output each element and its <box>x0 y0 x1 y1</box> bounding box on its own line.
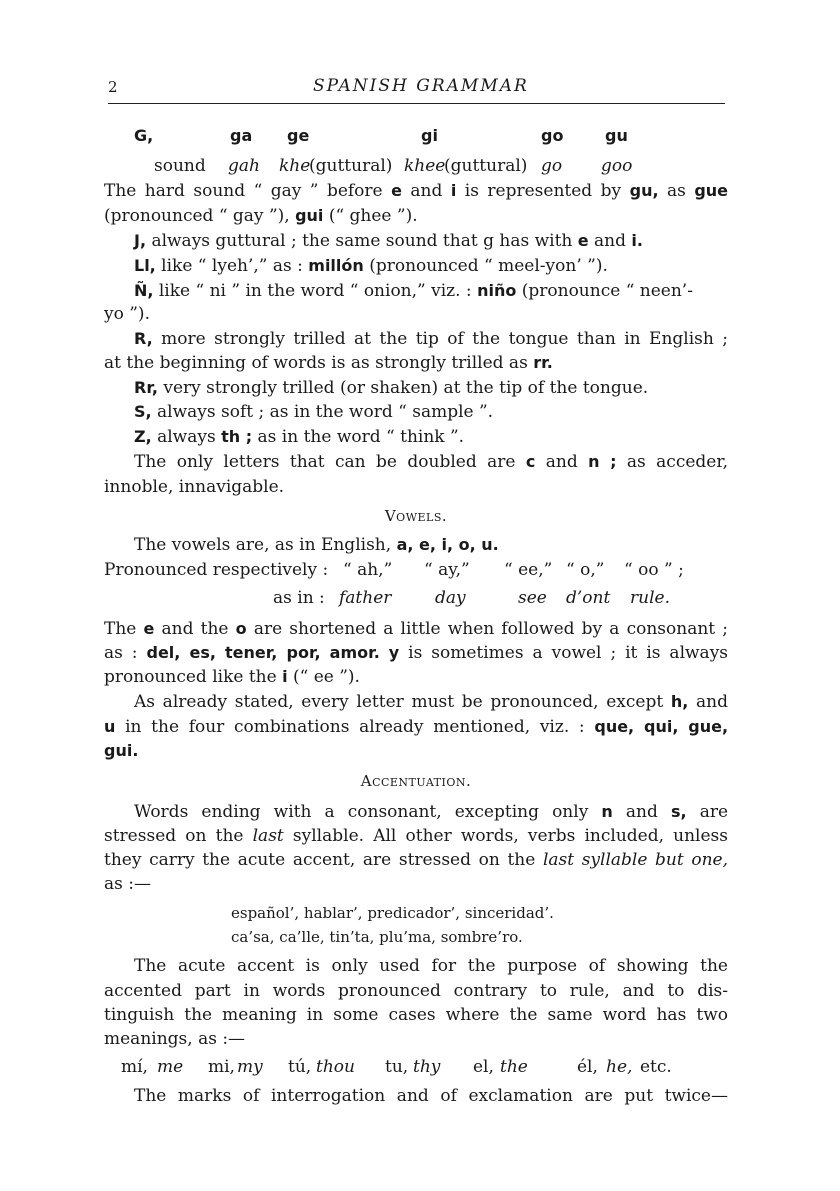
acute-line-1: The acute accent is only used for the purpose of showing the <box>134 956 728 976</box>
shortened-line-3: pronounced like the i (“ ee ”). <box>104 667 360 687</box>
shortened-line-2: as : del, es, tener, por, amor. y is sometimes a vowel ; it is always <box>104 643 729 663</box>
g-ga: ga <box>230 126 253 145</box>
hard-sound-line-2: (pronounced “ gay ”), gui (“ ghee ”). <box>104 206 418 226</box>
doubled-line-2: innoble, innavigable. <box>104 477 285 497</box>
sound-label: sound <box>154 156 206 176</box>
accentuation-line-3: they carry the acute accent, are stressed on the last syllable but one, <box>104 850 729 870</box>
acute-line-2: accented part in words pronounced contrary to rule, and to dis- <box>104 981 728 1001</box>
rr-line: Rr, very strongly trilled (or shaken) at the tip of the tongue. <box>134 378 649 398</box>
sound-khee: khee <box>404 156 446 176</box>
already-line-1: As already stated, every letter must be pronounced, except h, and <box>134 692 729 712</box>
stress-examples-2: ca’sa, ca’lle, tin’ta, plu’ma, sombre’ro. <box>231 928 523 946</box>
s-line: S, always soft ; as in the word “ sample ”. <box>134 402 494 422</box>
vowels-line-1: The vowels are, as in English, a, e, i, o, u. <box>134 535 499 555</box>
acute-line-3: tinguish the meaning in some cases where the same word has two <box>104 1005 728 1025</box>
last-line: The marks of interrogation and of exclamation are put twice— <box>134 1086 728 1106</box>
ll-line: Ll, like “ lyeh’,” as : millón (pronounced “ meel-yon’ ”). <box>134 256 608 276</box>
g-gi: gi <box>421 126 438 145</box>
sound-goo: goo <box>601 156 633 176</box>
accentuation-heading: Accentuation. <box>360 772 472 790</box>
sound-khe-note: (guttural) <box>309 156 393 176</box>
running-title: SPANISH GRAMMAR <box>313 76 529 96</box>
g-letter: G, <box>134 126 154 145</box>
r-line-2: at the beginning of words is as strongly trilled as rr. <box>104 353 553 373</box>
sound-gah: gah <box>228 156 260 176</box>
j-line: J, always guttural ; the same sound that g has with e and i. <box>134 231 643 251</box>
book-page: 2 SPANISH GRAMMAR G, ga ge gi go gu sound gah khe (guttural) khee (guttural) go goo The hard sound “ gay ” before e and i is represented by gu, as gue (pronounced “ gay ”), gui (“ ghee ”). J, always guttural ; the same sound that g has with e and i. Ll, like “ lyeh’,” as : millón (pronounced “ meel-yon’ ”). Ñ, like “ ni ” in the word “ onion,” viz. : niño (pronounce “ neen’- yo ”). R, more strongly trilled at the tip of the tongue than in English ; at the beginning of words is as strongly trilled as rr. Rr, very strongly trilled (or shaken) at the tip of the tongue. S, always soft ; as in the word “ sample ”. Z, always th ; as in the word “ think ”. The only letters that can be doubled are c and n ; as acceder, innoble, innavigable. Vowels. The vowels are, as in English, a, e, i, o, u. Pronounced respectively : “ ah,” “ ay,” “ ee,” “ o,” “ oo ” ; as in : father day see d’ont rule. The e and the o are shortened a little when followed by a consonant ; as : del, es, tener, por, amor. y is sometimes a vowel ; it is always pronounced like the i (“ ee ”). As already stated, every letter must be pronounced, except h, and u in the four combinations already mentioned, viz. : que, qui, gue, gui. Accentuation. Words ending with a consonant, excepting only n and s, are stressed on the last syllable. All other words, verbs included, unless they carry the acute accent, are stressed on the last syllable but one, as :— español’, hablar’, predicador’, sinceridad’. ca’sa, ca’lle, tin’ta, plu’ma, sombre’ro. The acute accent is only used for the purpose of showing the accented part in words pronounced contrary to rule, and to dis- tinguish the meaning in some cases where the same word has two meanings, as :— mí, me mi, my tú, thou tu, thy el, the él, he, etc. The marks of interrogation and of exclamation are put twice— <box>104 76 729 1106</box>
n-tilde-line-1: Ñ, like “ ni ” in the word “ onion,” viz. : niño (pronounce “ neen’- <box>134 281 693 301</box>
sound-go: go <box>541 156 563 176</box>
header-rule <box>108 103 725 104</box>
g-go: go <box>541 126 564 145</box>
n-tilde-line-2: yo ”). <box>104 304 150 324</box>
z-line: Z, always th ; as in the word “ think ”. <box>134 427 465 447</box>
page-number: 2 <box>108 78 118 96</box>
accentuation-line-4: as :— <box>104 874 151 894</box>
vowels-heading: Vowels. <box>384 507 448 525</box>
stress-examples-1: español’, hablar’, predicador’, sinceridad’. <box>231 904 554 922</box>
shortened-line-1: The e and the o are shortened a little when followed by a consonant ; <box>104 619 729 639</box>
acute-line-4: meanings, as :— <box>104 1029 246 1049</box>
sound-khe: khe <box>279 156 311 176</box>
g-gu: gu <box>605 126 628 145</box>
doubled-line-1: The only letters that can be doubled are c and n ; as acceder, <box>134 452 728 472</box>
r-line-1: R, more strongly trilled at the tip of the tongue than in English ; <box>134 329 729 349</box>
accentuation-line-2: stressed on the last syllable. All other words, verbs included, unless <box>104 826 728 846</box>
accentuation-line-1: Words ending with a consonant, excepting only n and s, are <box>134 802 729 822</box>
already-line-3: gui. <box>104 741 139 760</box>
already-line-2: u in the four combinations already mentioned, viz. : que, qui, gue, <box>104 717 729 737</box>
sound-khee-note: (guttural) <box>444 156 528 176</box>
hard-sound-line-1: The hard sound “ gay ” before e and i is represented by gu, as gue <box>104 181 729 201</box>
g-ge: ge <box>287 126 310 145</box>
